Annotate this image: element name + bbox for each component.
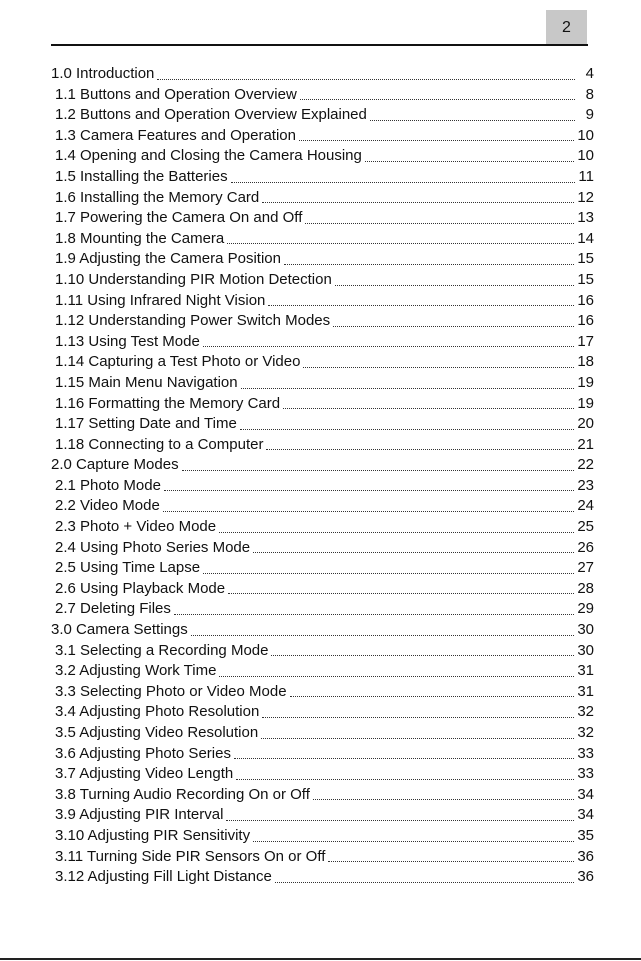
toc-entry-page: 36 [577, 868, 594, 886]
toc-entry-title: 1.11 Using Infrared Night Vision [55, 291, 266, 309]
toc-entry[interactable] [51, 311, 594, 332]
toc-entry[interactable] [51, 599, 594, 620]
toc-dot-leader [219, 675, 574, 677]
toc-dot-leader [182, 469, 575, 471]
toc-entry-title: 3.3 Selecting Photo or Video Mode [55, 682, 287, 700]
toc-entry-page: 16 [577, 291, 594, 309]
toc-entry-page: 32 [577, 703, 594, 721]
toc-entry[interactable] [51, 785, 594, 806]
toc-entry-page: 8 [585, 85, 594, 103]
toc-entry[interactable] [51, 146, 594, 167]
toc-dot-leader [253, 551, 574, 553]
toc-entry[interactable] [51, 414, 594, 435]
toc-entry-title: 2.2 Video Mode [55, 497, 160, 515]
toc-entry-page: 11 [578, 167, 594, 185]
toc-dot-leader [335, 284, 574, 286]
toc-dot-leader [253, 840, 574, 842]
toc-entry[interactable] [51, 744, 594, 765]
toc-entry-title: 1.4 Opening and Closing the Camera Housing [55, 147, 362, 165]
toc-entry-title: 1.6 Installing the Memory Card [55, 188, 260, 206]
toc-dot-leader [333, 325, 574, 327]
toc-entry[interactable] [51, 126, 594, 147]
toc-entry-page: 36 [577, 847, 594, 865]
toc-entry[interactable] [51, 332, 594, 353]
toc-dot-leader [305, 222, 574, 224]
toc-entry-title: 3.9 Adjusting PIR Interval [55, 806, 224, 824]
toc-entry-page: 18 [577, 353, 594, 371]
toc-entry-page: 14 [577, 229, 594, 247]
toc-dot-leader [234, 757, 574, 759]
toc-entry-title: 1.1 Buttons and Operation Overview [55, 85, 297, 103]
toc-entry[interactable] [51, 538, 594, 559]
toc-entry-page: 31 [577, 662, 594, 680]
toc-entry-title: 1.2 Buttons and Operation Overview Explained [55, 106, 367, 124]
toc-entry[interactable] [51, 517, 594, 538]
toc-entry-title: 3.10 Adjusting PIR Sensitivity [55, 826, 251, 844]
toc-entry-page: 27 [577, 559, 594, 577]
toc-dot-leader [365, 160, 574, 162]
toc-entry-page: 33 [577, 765, 594, 783]
toc-entry[interactable] [51, 476, 594, 497]
toc-entry[interactable] [51, 558, 594, 579]
toc-entry-title: 3.5 Adjusting Video Resolution [55, 724, 259, 741]
toc-entry[interactable] [51, 702, 594, 723]
toc-entry-page: 23 [577, 476, 594, 494]
toc-entry[interactable] [51, 682, 594, 703]
toc-dot-leader [227, 242, 574, 244]
toc-dot-leader [283, 407, 574, 409]
toc-dot-leader [203, 345, 575, 347]
toc-entry-page: 26 [577, 538, 594, 556]
toc-entry-page: 15 [577, 270, 594, 288]
toc-entry[interactable] [51, 620, 594, 641]
toc-dot-leader [226, 819, 574, 821]
toc-entry-title: 2.6 Using Playback Mode [55, 579, 226, 597]
toc-entry-page: 29 [577, 600, 594, 618]
toc-dot-leader [262, 201, 574, 203]
toc-entry-page: 10 [577, 147, 594, 165]
toc-entry-title: 3.6 Adjusting Photo Series [55, 744, 231, 762]
toc-entry-page: 10 [577, 126, 594, 144]
toc-entry[interactable] [51, 208, 594, 229]
toc-entry-page: 12 [577, 188, 594, 206]
toc-entry[interactable] [51, 229, 594, 250]
toc-entry-title: 1.18 Connecting to a Computer [55, 435, 264, 453]
toc-dot-leader [262, 716, 574, 718]
toc-entry[interactable] [51, 167, 594, 188]
toc-dot-leader [174, 613, 574, 615]
toc-entry-page: 30 [577, 641, 594, 659]
toc-entry-title: 3.7 Adjusting Video Length [55, 765, 234, 783]
toc-entry-title: 3.4 Adjusting Photo Resolution [55, 703, 260, 721]
toc-entry[interactable] [51, 723, 594, 744]
toc-entry-title: 2.5 Using Time Lapse [55, 559, 201, 577]
toc-entry[interactable] [51, 661, 594, 682]
toc-entry-page: 21 [577, 435, 594, 453]
toc-entry-title: 3.0 Camera Settings [51, 621, 188, 639]
toc-entry-title: 3.1 Selecting a Recording Mode [55, 641, 269, 659]
toc-entry-title: 1.9 Adjusting the Camera Position [55, 250, 281, 268]
footer-rule [0, 958, 641, 960]
toc-entry[interactable] [51, 249, 594, 270]
toc-entry-page: 17 [577, 332, 594, 350]
toc-entry[interactable] [51, 85, 594, 106]
toc-entry[interactable] [51, 847, 594, 868]
toc-entry-title: 2.4 Using Photo Series Mode [55, 538, 251, 556]
toc-dot-leader [271, 654, 574, 656]
toc-entry-page: 16 [577, 312, 594, 330]
toc-entry[interactable] [51, 641, 594, 662]
toc-dot-leader [261, 737, 574, 739]
toc-entry-title: 3.2 Adjusting Work Time [55, 662, 217, 680]
table-of-contents [51, 64, 594, 888]
page-number: 2 [562, 19, 571, 36]
toc-entry-page: 30 [577, 621, 594, 639]
toc-dot-leader [266, 448, 574, 450]
toc-dot-leader [164, 489, 574, 491]
toc-dot-leader [240, 428, 575, 430]
toc-entry-page: 34 [577, 785, 594, 803]
toc-entry-title: 1.17 Setting Date and Time [55, 415, 237, 433]
toc-entry[interactable] [51, 394, 594, 415]
toc-entry-title: 1.13 Using Test Mode [55, 332, 200, 350]
toc-entry-title: 3.11 Turning Side PIR Sensors On or Off [55, 847, 326, 865]
toc-entry[interactable] [51, 455, 594, 476]
toc-entry[interactable] [51, 496, 594, 517]
toc-entry[interactable] [51, 826, 594, 847]
toc-entry-title: 1.7 Powering the Camera On and Off [55, 209, 303, 227]
toc-dot-leader [268, 304, 574, 306]
toc-dot-leader [163, 510, 575, 512]
toc-entry-title: 1.8 Mounting the Camera [55, 229, 225, 247]
toc-entry-page: 35 [577, 826, 594, 844]
toc-entry[interactable] [51, 270, 594, 291]
toc-entry[interactable] [51, 805, 594, 826]
toc-entry-title: 1.0 Introduction [51, 65, 155, 82]
toc-dot-leader [236, 778, 574, 780]
toc-dot-leader [300, 98, 575, 100]
toc-entry-title: 1.10 Understanding PIR Motion Detection [55, 270, 332, 288]
toc-entry-page: 20 [577, 415, 594, 433]
toc-entry-title: 3.8 Turning Audio Recording On or Off [55, 785, 310, 803]
toc-entry[interactable] [51, 188, 594, 209]
toc-entry-page: 28 [577, 579, 594, 597]
toc-entry[interactable] [51, 579, 594, 600]
toc-entry-page: 15 [577, 250, 594, 268]
toc-entry-title: 2.0 Capture Modes [51, 456, 179, 474]
toc-dot-leader [191, 634, 575, 636]
toc-entry[interactable] [51, 352, 594, 373]
toc-entry[interactable] [51, 764, 594, 785]
toc-entry-page: 19 [577, 394, 594, 412]
toc-entry-page: 31 [577, 682, 594, 700]
toc-entry-title: 1.12 Understanding Power Switch Modes [55, 312, 331, 330]
toc-dot-leader [303, 366, 574, 368]
toc-entry[interactable] [51, 373, 594, 394]
toc-dot-leader [275, 881, 575, 883]
toc-entry-title: 1.16 Formatting the Memory Card [55, 394, 281, 412]
toc-entry-page: 9 [585, 106, 594, 124]
toc-dot-leader [299, 139, 574, 141]
toc-entry-title: 3.12 Adjusting Fill Light Distance [55, 868, 272, 886]
header-rule [51, 44, 588, 46]
toc-entry-title: 1.5 Installing the Batteries [55, 167, 228, 185]
toc-entry-page: 19 [577, 373, 594, 391]
toc-dot-leader [231, 181, 575, 183]
toc-dot-leader [157, 78, 575, 80]
toc-entry-page: 33 [577, 744, 594, 762]
toc-dot-leader [313, 798, 574, 800]
page-number-badge [546, 10, 587, 46]
toc-entry-page: 22 [577, 456, 594, 474]
toc-dot-leader [203, 572, 574, 574]
toc-entry-title: 1.15 Main Menu Navigation [55, 373, 238, 391]
toc-entry-page: 4 [585, 65, 594, 82]
toc-entry-page: 25 [577, 518, 594, 536]
toc-entry[interactable] [51, 867, 594, 888]
toc-dot-leader [284, 263, 574, 265]
toc-entry[interactable] [51, 291, 594, 312]
toc-entry-page: 24 [577, 497, 594, 515]
toc-dot-leader [241, 387, 575, 389]
toc-entry-page: 34 [577, 806, 594, 824]
toc-entry-page: 32 [577, 724, 594, 741]
toc-entry[interactable] [51, 435, 594, 456]
toc-entry[interactable] [51, 64, 594, 85]
toc-entry-page: 13 [577, 209, 594, 227]
toc-dot-leader [228, 592, 574, 594]
toc-entry-title: 2.3 Photo + Video Mode [55, 518, 217, 536]
toc-dot-leader [290, 695, 575, 697]
toc-entry[interactable] [51, 105, 594, 126]
toc-entry-title: 1.14 Capturing a Test Photo or Video [55, 353, 301, 371]
toc-dot-leader [370, 119, 575, 121]
toc-dot-leader [219, 531, 574, 533]
toc-entry-title: 2.7 Deleting Files [55, 600, 171, 618]
toc-dot-leader [328, 860, 574, 862]
toc-entry-title: 2.1 Photo Mode [55, 476, 161, 494]
toc-entry-title: 1.3 Camera Features and Operation [55, 126, 296, 144]
